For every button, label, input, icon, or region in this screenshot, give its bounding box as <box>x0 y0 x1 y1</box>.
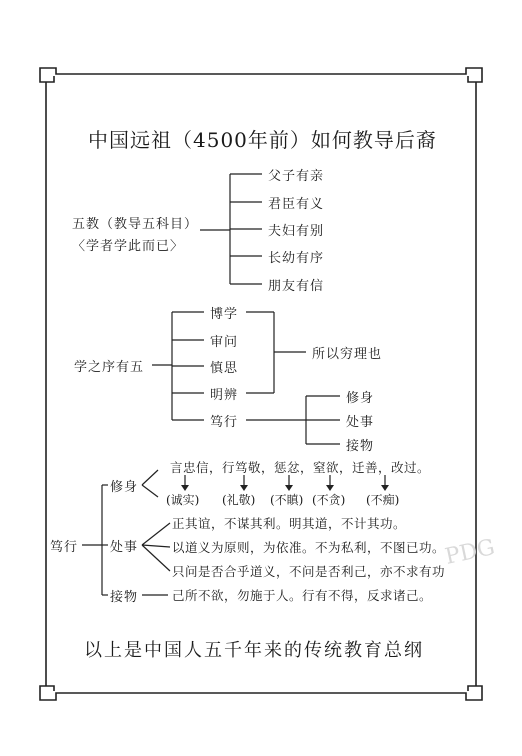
xuezhixu-conclusion: 所以穷理也 <box>312 347 383 362</box>
xiushen-text: 言忠信，行笃敬，惩忿，窒欲，迁善，改过。 <box>170 460 431 475</box>
wujiao-item: 夫妇有别 <box>268 224 325 239</box>
xuezhixu-label: 学之序有五 <box>74 360 145 375</box>
duxing-subitem: 修身 <box>346 391 375 406</box>
wujiao-item: 君臣有义 <box>268 197 325 212</box>
xiushen-label: 修身 <box>110 480 139 495</box>
xiushen-note: (礼敬) <box>222 493 256 507</box>
xiushen-note: (不瞋) <box>270 493 304 507</box>
xiushen-note: (诚实) <box>166 493 200 507</box>
chushi-line: 以道义为原则，为依准。不为私利，不图已功。 <box>172 540 446 555</box>
footer-caption: 以上是中国人五千年来的传统教育总纲 <box>84 640 424 661</box>
duxing-subitem: 接物 <box>346 439 375 454</box>
xuezhixu-item: 慎思 <box>210 361 239 376</box>
xuezhixu-item: 笃行 <box>210 415 239 430</box>
wujiao-sublabel: 〈学者学此而已〉 <box>72 239 185 254</box>
jiewu-label: 接物 <box>110 590 139 605</box>
chushi-line: 只问是否合乎道义，不问是否利己，亦不求有功 <box>172 564 446 579</box>
wujiao-item: 长幼有序 <box>268 251 325 266</box>
wujiao-item: 父子有亲 <box>268 169 325 184</box>
xuezhixu-item: 博学 <box>210 307 239 322</box>
xiushen-note: (不痴) <box>366 493 400 507</box>
xuezhixu-item: 明辨 <box>210 388 239 403</box>
chushi-label: 处事 <box>110 540 139 555</box>
wujiao-item: 朋友有信 <box>268 279 325 294</box>
jiewu-text: 己所不欲，勿施于人。行有不得，反求诸己。 <box>172 588 433 603</box>
page-title: 中国远祖（4500年前）如何教导后裔 <box>88 128 437 152</box>
watermark-stamp: PDG <box>442 535 498 570</box>
xiushen-note: (不贪) <box>312 493 346 507</box>
duxing-label: 笃行 <box>50 540 79 555</box>
wujiao-label: 五教（教导五科目） <box>72 217 199 232</box>
chushi-line: 正其谊，不谋其利。明其道，不计其功。 <box>172 516 407 531</box>
xuezhixu-item: 审问 <box>210 335 239 350</box>
duxing-subitem: 处事 <box>346 415 375 430</box>
